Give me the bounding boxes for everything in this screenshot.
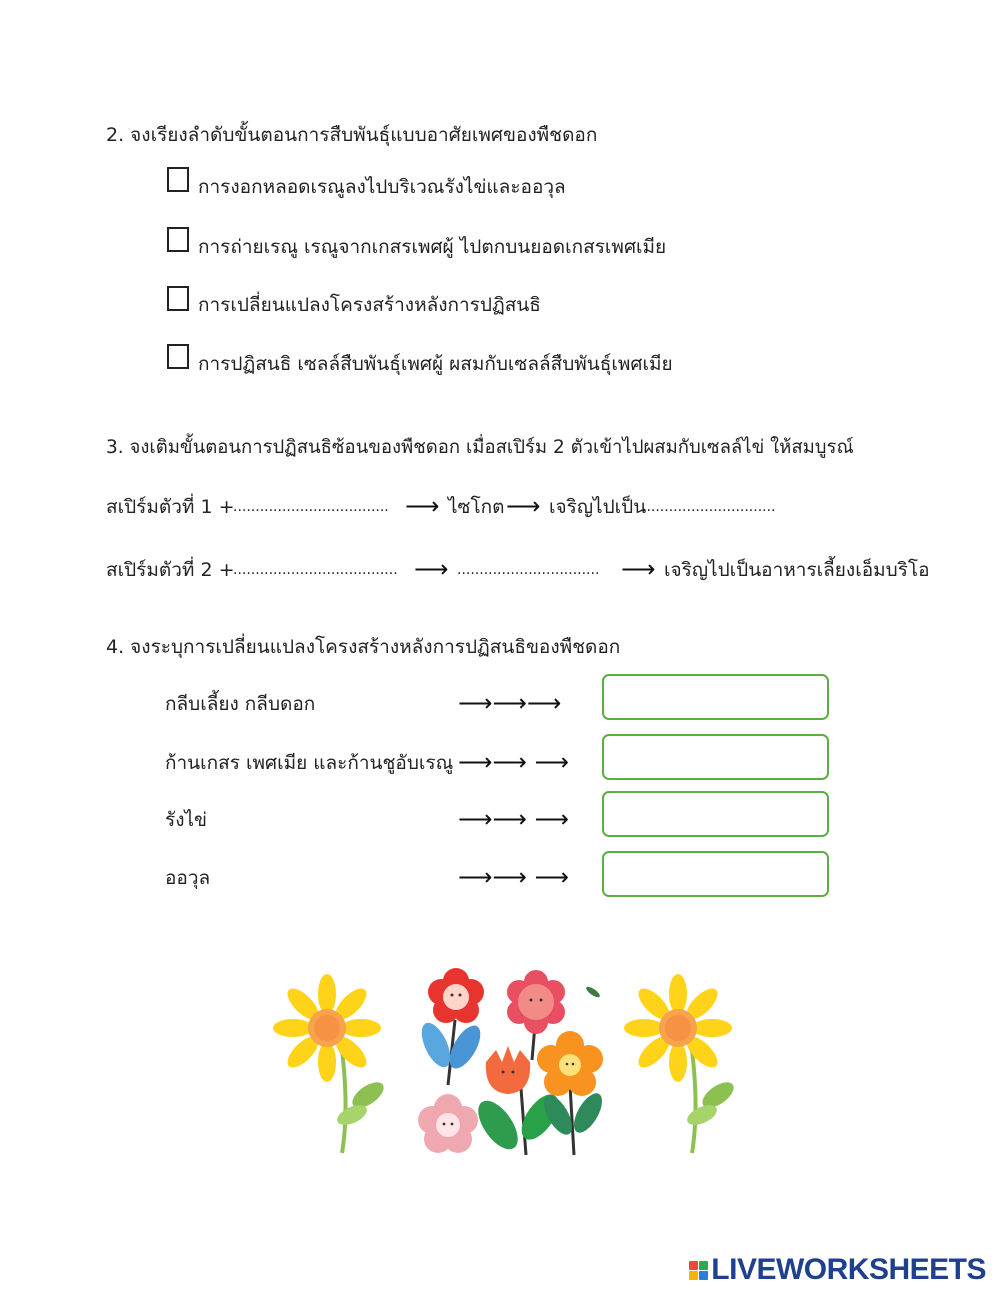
q4-row-label-2: ก้านเกสร เพศเมีย และก้านชูอับเรณู (165, 752, 454, 774)
order-checkbox-3[interactable] (167, 286, 189, 311)
q3-line1-blank2[interactable]: .............................. (642, 499, 776, 515)
q2-option-4: การปฏิสนธิ เซลล์สืบพันธุ์เพศผู้ ผสมกับเซลล์สืบพันธุ์เพศเมีย (198, 353, 673, 375)
answer-box-4[interactable] (602, 851, 829, 897)
logo-mark-icon (689, 1261, 708, 1280)
q3-line2-blank2[interactable]: ................................ (457, 562, 600, 578)
order-checkbox-1[interactable] (167, 167, 189, 192)
q3-line1-arrow1: ⟶ (405, 492, 440, 520)
q4-row-arrows-1: ⟶⟶⟶ (458, 689, 562, 717)
q2-option-1: การงอกหลอดเรณูลงไปบริเวณรังไข่และออวุล (198, 176, 566, 198)
sunflower-right (624, 974, 738, 1153)
answer-box-3[interactable] (602, 791, 829, 837)
q3-line2-blank1[interactable]: ..................................... (233, 562, 398, 578)
q4-title: 4. จงระบุการเปลี่ยนแปลงโครงสร้างหลังการปฏิสนธิของพืชดอก (106, 636, 621, 658)
order-checkbox-2[interactable] (167, 227, 189, 252)
q4-row-arrows-2: ⟶⟶ ⟶ (458, 748, 569, 776)
order-checkbox-4[interactable] (167, 344, 189, 369)
q2-option-3: การเปลี่ยนแปลงโครงสร้างหลังการปฏิสนธิ (198, 294, 541, 316)
q3-line2-start: สเปิร์มตัวที่ 2 + (106, 559, 235, 581)
q2-option-2: การถ่ายเรณู เรณูจากเกสรเพศผู้ ไปตกบนยอดเกสรเพศเมีย (198, 236, 667, 258)
q4-row-label-1: กลีบเลี้ยง กลีบดอก (165, 693, 316, 715)
q3-line2-end: เจริญไปเป็นอาหารเลี้ยงเอ็มบริโอ (664, 559, 930, 581)
q4-row-label-3: รังไข่ (165, 809, 208, 831)
q3-line1-start: สเปิร์มตัวที่ 1 + (106, 496, 235, 518)
q3-line1-arrow2: ⟶ (506, 492, 541, 520)
q3-line2-arrow1: ⟶ (414, 555, 449, 583)
q4-row-arrows-4: ⟶⟶ ⟶ (458, 863, 569, 891)
q4-row-arrows-3: ⟶⟶ ⟶ (458, 805, 569, 833)
q4-row-label-4: ออวุล (165, 867, 211, 889)
answer-box-2[interactable] (602, 734, 829, 780)
q2-title: 2. จงเรียงลำดับขั้นตอนการสืบพันธุ์แบบอาศัยเพศของพืชดอก (106, 124, 598, 146)
answer-box-1[interactable] (602, 674, 829, 720)
flowers-illustration (270, 965, 750, 1165)
q3-title: 3. จงเติมขั้นตอนการปฏิสนธิซ้อนของพืชดอก เมื่อสเปิร์ม 2 ตัวเข้าไปผสมกับเซลล์ไข่ ให้สมบูรณ์ (106, 437, 854, 458)
sunflower-left (273, 974, 388, 1153)
q3-line1-blank1[interactable]: ................................... (233, 499, 389, 515)
liveworksheets-logo (689, 1253, 986, 1287)
q3-line1-zygote: ไซโกต (448, 496, 505, 518)
flower-cluster (416, 968, 608, 1156)
q3-line2-arrow2: ⟶ (621, 555, 656, 583)
q3-line1-end: เจริญไปเป็น (549, 496, 647, 518)
logo-text: LIVEWORKSHEETS (711, 1253, 986, 1286)
